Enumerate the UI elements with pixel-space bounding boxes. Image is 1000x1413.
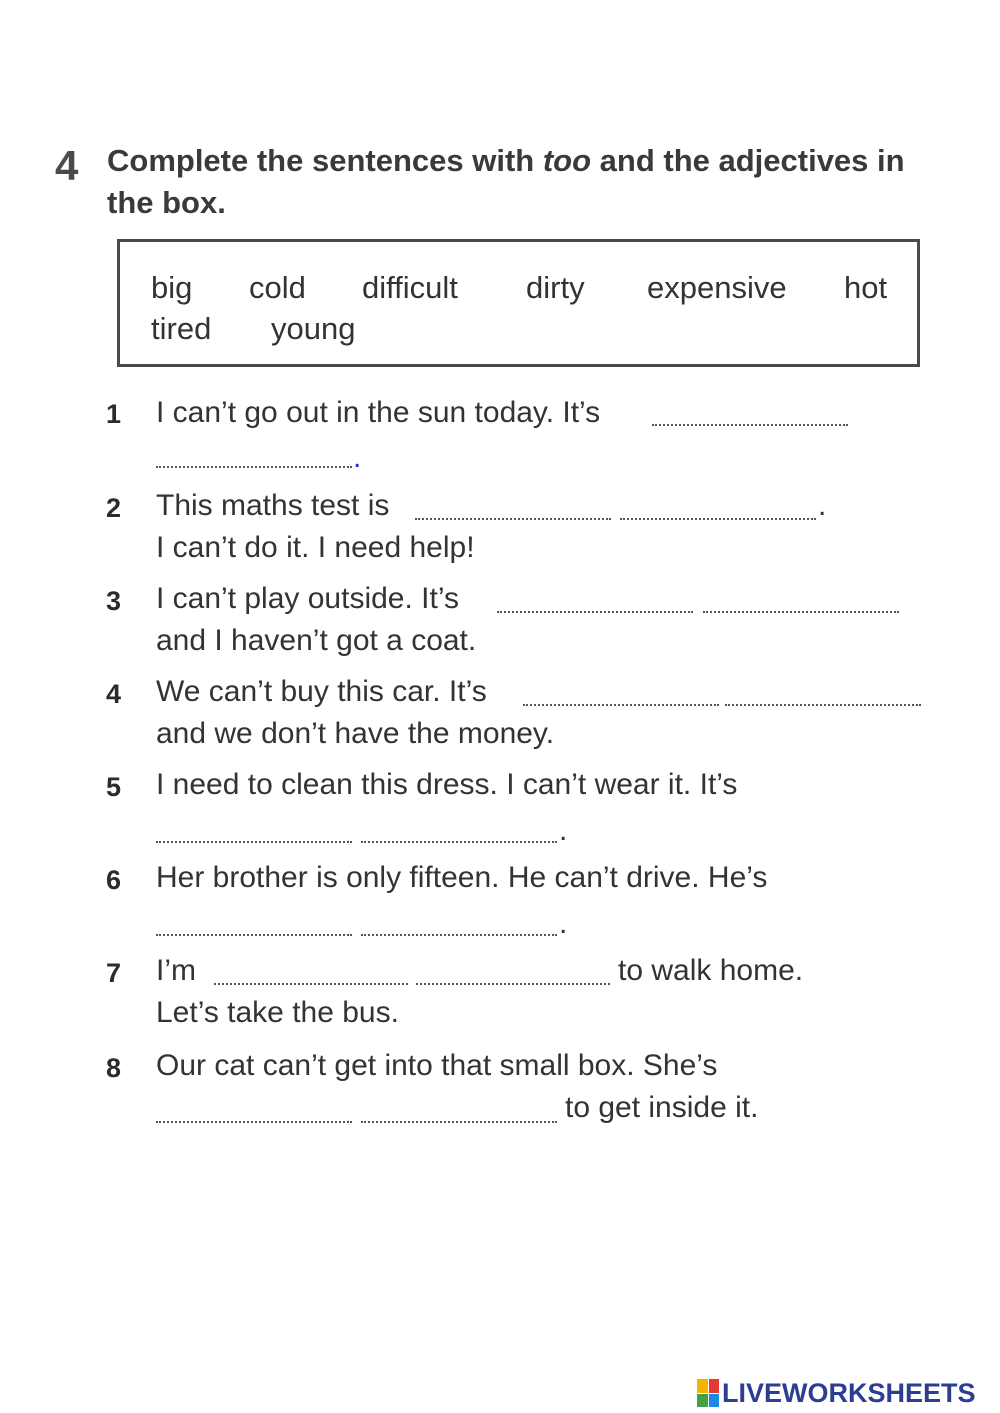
item-5-period: . <box>559 814 568 847</box>
item-number: 5 <box>106 772 122 802</box>
instruction-post: and the adjectives in the box. <box>107 143 905 220</box>
answer-blank[interactable] <box>156 934 352 936</box>
item-number: 8 <box>106 1053 122 1083</box>
answer-blank[interactable] <box>620 518 816 520</box>
item-3-text: I can’t play outside. It’s <box>156 582 459 615</box>
word-dirty: dirty <box>526 270 585 305</box>
word-cold: cold <box>249 270 306 305</box>
answer-blank[interactable] <box>156 841 352 843</box>
logo-mark-square <box>709 1394 720 1408</box>
item-1-period: . <box>353 441 362 474</box>
answer-blank[interactable] <box>703 611 899 613</box>
item-number: 4 <box>106 679 122 709</box>
word-box <box>117 239 920 367</box>
item-7-text: I’m <box>156 954 196 987</box>
instruction-emphasis: too <box>542 143 592 178</box>
instruction-pre: Complete the sentences with <box>107 143 543 178</box>
item-number: 2 <box>106 493 122 523</box>
item-number: 3 <box>106 586 122 616</box>
answer-blank[interactable] <box>156 1121 352 1123</box>
item-5-text: I need to clean this dress. I can’t wear it. It’s <box>156 768 738 801</box>
word-big: big <box>151 270 193 305</box>
item-2-text-line2: I can’t do it. I need help! <box>156 531 475 564</box>
exercise-number: 4 <box>55 142 79 189</box>
word-hot: hot <box>844 270 888 305</box>
word-difficult: difficult <box>362 270 458 305</box>
answer-blank[interactable] <box>361 1121 557 1123</box>
item-1-text: I can’t go out in the sun today. It’s <box>156 396 601 429</box>
item-number: 7 <box>106 958 122 988</box>
word-expensive: expensive <box>647 270 787 305</box>
item-8-text: Our cat can’t get into that small box. She’s <box>156 1049 718 1082</box>
item-2-text: This maths test is <box>156 489 390 522</box>
logo-mark-square <box>697 1379 708 1393</box>
item-7-text-end: to walk home. <box>618 954 804 987</box>
answer-blank[interactable] <box>415 518 611 520</box>
item-7-text-line2: Let’s take the bus. <box>156 996 399 1029</box>
instruction <box>107 140 927 224</box>
answer-blank[interactable] <box>416 983 610 985</box>
answer-blank[interactable] <box>523 704 719 706</box>
answer-blank[interactable] <box>214 983 408 985</box>
item-number: 6 <box>106 865 122 895</box>
answer-blank[interactable] <box>497 611 693 613</box>
answer-blank[interactable] <box>652 424 848 426</box>
item-2-period: . <box>818 489 827 522</box>
item-6-period: . <box>559 907 568 940</box>
item-3-text-line2: and I haven’t got a coat. <box>156 624 477 657</box>
item-number: 1 <box>106 399 122 429</box>
logo-mark-square <box>709 1379 720 1393</box>
item-4-text: We can’t buy this car. It’s <box>156 675 487 708</box>
item-6-text: Her brother is only fifteen. He can’t drive. He’s <box>156 861 768 894</box>
answer-blank[interactable] <box>725 704 921 706</box>
answer-blank[interactable] <box>361 934 557 936</box>
logo-text: LIVEWORKSHEETS <box>722 1377 976 1408</box>
liveworksheets-logo <box>697 1378 976 1408</box>
word-tired: tired <box>151 311 212 346</box>
item-4-text-line2: and we don’t have the money. <box>156 717 555 750</box>
item-8-text-line2: to get inside it. <box>565 1091 759 1124</box>
logo-mark-square <box>697 1394 708 1408</box>
logo-mark-icon <box>697 1379 719 1407</box>
answer-blank[interactable] <box>361 841 557 843</box>
word-young: young <box>271 311 356 346</box>
answer-blank[interactable] <box>156 466 352 468</box>
